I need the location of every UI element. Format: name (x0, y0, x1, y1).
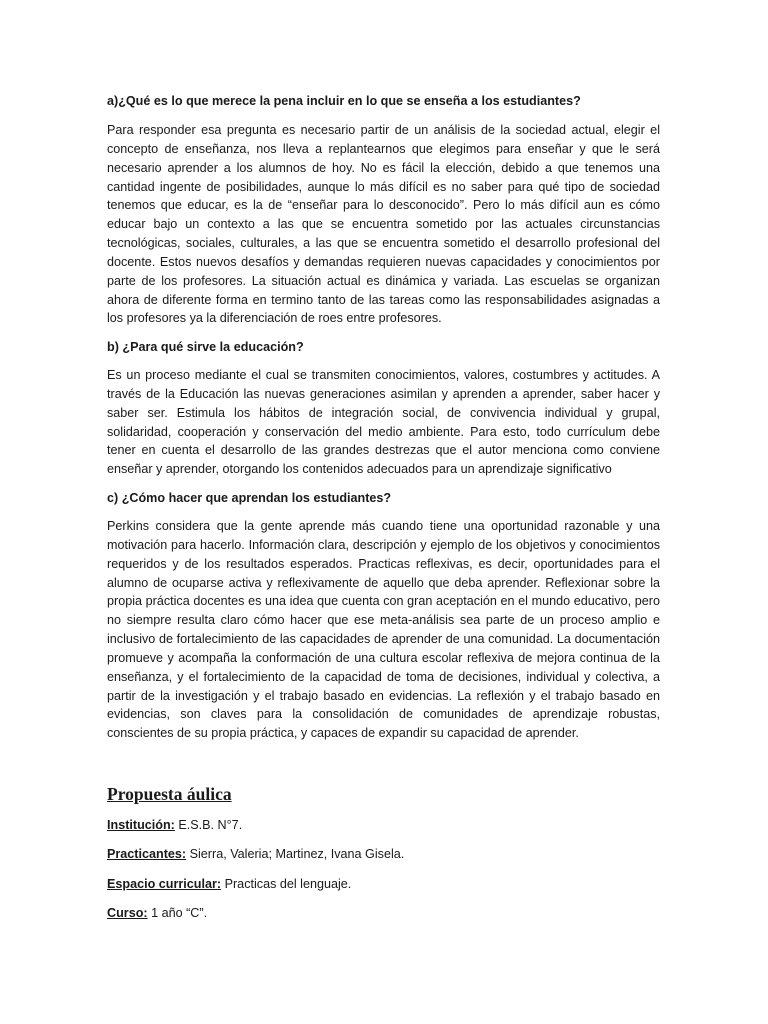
field-practitioners (107, 846, 404, 862)
field-curricular-space-label: Espacio curricular: (107, 877, 222, 891)
answer-c-paragraph: Perkins considera que la gente aprende más cuando tiene una oportunidad razonable y una motivación para hacerlo. Información clara, descripción y ejemplo de los objetivos y conocimientos requeridos y de los resultados esperados. Practicas reflexivas, es decir, oportunidades para el alumno de ocuparse activa y reflexivamente de aquello que deba aprender. Reflexionar sobre la propia práctica docentes es una idea que cuenta con gran aceptación en el mundo educativo, pero no siempre resulta claro cómo hacer que ese meta-análisis sea parte de un proceso amplio e inclusivo de fortalecimiento de las capacidades de aprender de una comunidad. La documentación promueve y acompaña la conformación de una cultura escolar reflexiva de mejora continua de la enseñanza, y el fortalecimiento de la capacidad de toma de decisiones, individual y colectiva, a partir de la investigación y el trabajo basado en evidencias. La reflexión y el trabajo basado en evidencias, son claves para la consolidación de comunidades de aprendizaje robustas, conscientes de su propia práctica, y capaces de expandir su capacidad de aprender. (107, 519, 660, 741)
field-institution-value: E.S.B. N°7. (174, 818, 243, 832)
field-curricular-space (107, 876, 351, 892)
question-a-heading: a)¿Qué es lo que merece la pena incluir en lo que se enseña a los estudiantes? (107, 94, 581, 108)
proposal-title: Propuesta áulica (107, 784, 232, 804)
field-curricular-space-value: Practicas del lenguaje. (221, 877, 352, 891)
field-institution-label: Institución: (107, 818, 175, 832)
answer-a-paragraph: Para responder esa pregunta es necesario partir de un análisis de la sociedad actual, elegir el concepto de enseñanza, nos lleva a replantearnos que elegimos para enseñar y que le será necesario aprender a los alumnos de hoy. No es fácil la elección, debido a que tenemos una cantidad ingente de posibilidades, aunque lo más difícil es no saber para qué tipo de sociedad tenemos que educar, es la de “enseñar para lo desconocido”. Pero lo más difícil aun es cómo educar bajo un contexto a las que se encuentra sometido por las actuales circunstancias tecnológicas, sociales, culturales, a las que se encuentra sometido el desarrollo profesional del docente. Estos nuevos desafíos y demandas requieren nuevas capacidades y conocimientos por parte de los profesores. La situación actual es dinámica y variada. Las escuelas se organizan ahora de diferente forma en termino tanto de las tareas como las responsabilidades asignadas a los profesores ya la diferenciación de roes entre profesores. (107, 123, 660, 326)
field-institution (107, 817, 242, 833)
field-practitioners-value: Sierra, Valeria; Martinez, Ivana Gisela. (186, 847, 405, 861)
question-b-heading: b) ¿Para qué sirve la educación? (107, 340, 304, 354)
field-practitioners-label: Practicantes: (107, 847, 187, 861)
question-c-heading: c) ¿Cómo hacer que aprendan los estudiantes? (107, 491, 392, 505)
field-course-label: Curso: (107, 906, 148, 920)
field-course (107, 905, 207, 921)
answer-b-paragraph: Es un proceso mediante el cual se transmiten conocimientos, valores, costumbres y actitudes. A través de la Educación las nuevas generaciones asimilan y aprenden a aprender, saber hacer y saber ser. Estimula los hábitos de integración social, de convivencia individual y grupal, solidaridad, cooperación y conservación del medio ambiente. Para esto, todo currículum debe tener en cuenta el desarrollo de las grandes destrezas que el autor menciona como conviene enseñar y aprender, otorgando los contenidos adecuados para un aprendizaje significativo (107, 368, 660, 477)
field-course-value: 1 año “C”. (147, 906, 208, 920)
